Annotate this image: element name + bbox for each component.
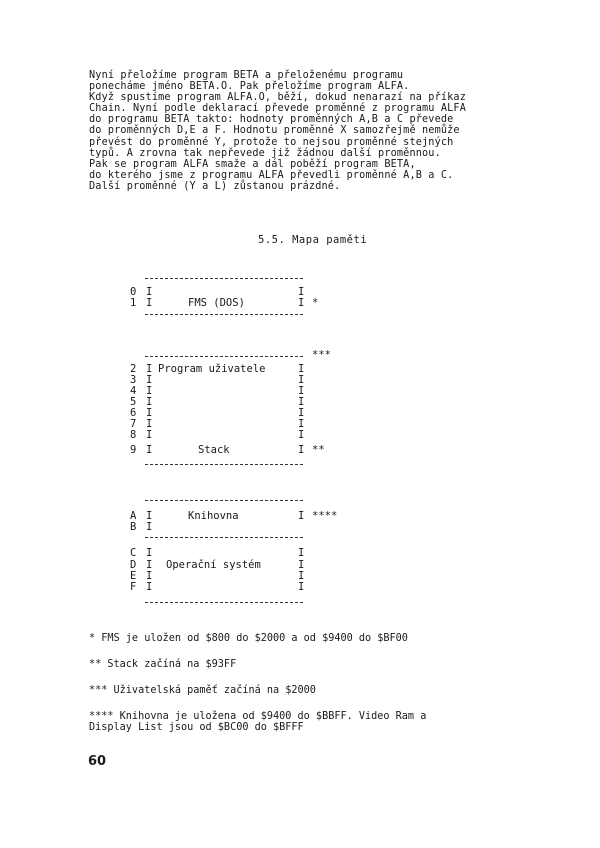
paragraph-line: ponecháme jméno BETA.O. Pak přeložíme program ALFA.	[89, 81, 410, 93]
row-index: 3	[130, 374, 137, 386]
left-border: I	[146, 407, 153, 419]
row-index: 5	[130, 396, 137, 408]
fms-marker: *	[312, 297, 319, 309]
user-start-marker: ***	[312, 349, 331, 361]
block-divider	[145, 356, 303, 357]
paragraph-line: Nyní přeložíme program BETA a přeloženému programu	[89, 70, 404, 81]
body-paragraph	[89, 70, 559, 192]
right-border: I	[298, 418, 305, 430]
block-divider	[145, 464, 303, 465]
left-border: I	[146, 374, 153, 386]
left-border: I	[146, 297, 153, 309]
row-index: 8	[130, 429, 137, 441]
left-border: I	[146, 286, 153, 298]
left-border: I	[146, 570, 153, 582]
left-border: I	[146, 385, 153, 397]
right-border: I	[298, 510, 305, 522]
paragraph-line: Další proměnné (Y a L) zůstanou prázdné.	[89, 180, 341, 192]
right-border: I	[298, 581, 305, 593]
right-border: I	[298, 396, 305, 408]
paragraph-line: Pak se program ALFA smaže a dál poběží program BETA,	[89, 158, 416, 170]
page-number: 60	[88, 754, 107, 769]
footnote: **** Knihovna je uložena od $9400 do $BBFF. Video Ram a	[89, 711, 427, 722]
left-border: I	[146, 418, 153, 430]
right-border: I	[298, 374, 305, 386]
paragraph-line: Když spustíme program ALFA.O, běží, dokud nenarazí na příkaz	[89, 92, 467, 104]
row-index: B	[130, 521, 137, 533]
row-index: 1	[130, 297, 137, 309]
paragraph-line: typů. A zrovna tak nepřevede již žádnou další proměnnou.	[89, 147, 441, 159]
row-index: 6	[130, 407, 137, 419]
left-border: I	[146, 581, 153, 593]
row-index: C	[130, 547, 137, 559]
paragraph-line: do programu BETA takto: hodnoty proměnných A,B a C převede	[89, 114, 454, 126]
right-border: I	[298, 363, 305, 375]
os-label: Operační systém	[166, 559, 261, 571]
left-border: I	[146, 510, 153, 522]
right-border: I	[298, 286, 305, 298]
right-border: I	[298, 407, 305, 419]
right-border: I	[298, 429, 305, 441]
library-marker: ****	[312, 510, 338, 522]
footnote: * FMS je uložen od $800 do $2000 a od $9400 do $BF00	[89, 633, 408, 644]
row-index: 4	[130, 385, 137, 397]
right-border: I	[298, 385, 305, 397]
left-border: I	[146, 559, 153, 571]
footnote: Display List jsou od $BC00 do $BFFF	[89, 722, 304, 733]
left-border: I	[146, 521, 153, 533]
left-border: I	[146, 363, 153, 375]
library-label: Knihovna	[188, 510, 239, 522]
row-index: D	[130, 559, 137, 571]
left-border: I	[146, 396, 153, 408]
stack-marker: **	[312, 444, 325, 456]
row-index: 7	[130, 418, 137, 430]
block-divider	[145, 500, 303, 501]
row-index: 9	[130, 444, 137, 456]
paragraph-line: Chain. Nyní podle deklarací převede proměnné z programu ALFA	[89, 103, 467, 115]
row-index: F	[130, 581, 137, 593]
section-title: 5.5. Mapa paměti	[258, 234, 368, 246]
row-index: 2	[130, 363, 137, 375]
paragraph-line: převést do proměnné Y, protože to nejsou proměnné stejných	[89, 136, 454, 148]
left-border: I	[146, 429, 153, 441]
right-border: I	[298, 559, 305, 571]
row-index: E	[130, 570, 137, 582]
block-divider	[145, 314, 303, 315]
footnote: ** Stack začíná na $93FF	[89, 659, 237, 670]
right-border: I	[298, 444, 305, 456]
left-border: I	[146, 444, 153, 456]
row-index: 0	[130, 286, 137, 298]
paragraph-line: do proměnných D,E a F. Hodnotu proměnné X samozřejmě nemůže	[89, 125, 460, 137]
right-border: I	[298, 570, 305, 582]
fms-label: FMS (DOS)	[188, 297, 245, 309]
left-border: I	[146, 547, 153, 559]
right-border: I	[298, 547, 305, 559]
right-border: I	[298, 297, 305, 309]
stack-label: Stack	[198, 444, 230, 456]
block-divider	[145, 602, 303, 603]
block-divider	[145, 278, 303, 279]
footnote: *** Uživatelská paměť začíná na $2000	[89, 685, 316, 696]
paragraph-line: do kterého jsme z programu ALFA převedli proměnné A,B a C.	[89, 169, 454, 181]
user-program-label: Program uživatele	[158, 363, 266, 375]
row-index: A	[130, 510, 137, 522]
block-divider	[145, 537, 303, 538]
